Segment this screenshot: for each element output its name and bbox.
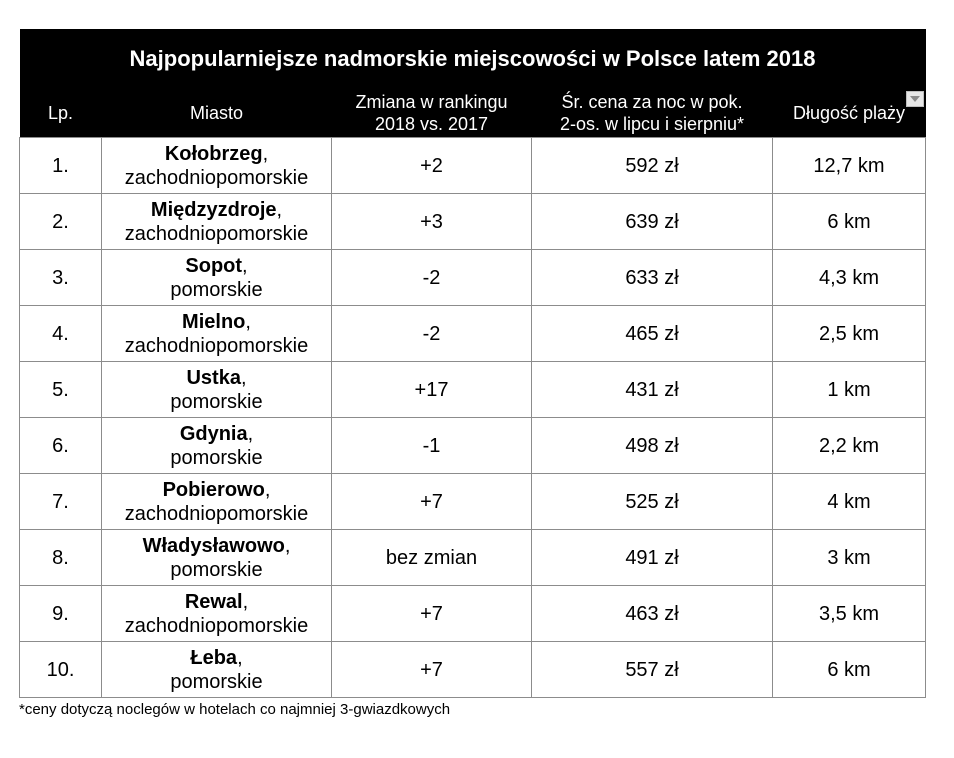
cell-lp: 6.	[20, 418, 102, 474]
cell-lp: 4.	[20, 306, 102, 362]
table-row	[20, 250, 926, 306]
city-region: pomorskie	[170, 670, 263, 693]
table-title: Najpopularniejsze nadmorskie miejscowości w Polsce latem 2018	[20, 29, 926, 89]
city-separator: ,	[240, 366, 247, 389]
chevron-down-icon	[910, 96, 920, 102]
cell-price: 557 zł	[532, 642, 773, 698]
table-row	[20, 362, 926, 418]
cell-rank-change: +7	[332, 474, 532, 530]
cell-city	[102, 642, 332, 698]
column-header-price	[532, 89, 773, 138]
column-header-city: Miasto	[102, 89, 332, 138]
cell-lp: 1.	[20, 138, 102, 194]
cell-price: 498 zł	[532, 418, 773, 474]
column-header-lp: Lp.	[20, 89, 102, 138]
cell-rank-change: +17	[332, 362, 532, 418]
city-name: Międzyzdroje	[150, 198, 277, 221]
ranking-table-container	[19, 29, 925, 698]
cell-lp: 5.	[20, 362, 102, 418]
table-row	[20, 530, 926, 586]
cell-price: 491 zł	[532, 530, 773, 586]
cell-beach-length: 2,5 km	[773, 306, 926, 362]
city-separator: ,	[276, 198, 283, 221]
ranking-table	[19, 29, 926, 698]
city-name: Gdynia	[179, 422, 248, 445]
cell-price: 633 zł	[532, 250, 773, 306]
city-name: Sopot	[185, 254, 243, 277]
cell-price: 463 zł	[532, 586, 773, 642]
table-row	[20, 418, 926, 474]
city-name: Mielno	[182, 310, 246, 333]
table-header	[20, 29, 926, 138]
beach-header-label: Długość plaży	[792, 103, 906, 123]
city-region: zachodniopomorskie	[124, 502, 309, 525]
city-region: zachodniopomorskie	[124, 614, 309, 637]
cell-lp: 8.	[20, 530, 102, 586]
table-row	[20, 586, 926, 642]
column-header-row	[20, 89, 926, 138]
cell-rank-change: +7	[332, 642, 532, 698]
cell-lp: 9.	[20, 586, 102, 642]
city-region: pomorskie	[170, 558, 263, 581]
cell-beach-length: 6 km	[773, 194, 926, 250]
cell-city	[102, 306, 332, 362]
city-name: Kołobrzeg	[164, 142, 263, 165]
cell-rank-change: +7	[332, 586, 532, 642]
city-name: Rewal	[184, 590, 243, 613]
cell-beach-length: 4,3 km	[773, 250, 926, 306]
cell-price: 465 zł	[532, 306, 773, 362]
table-row	[20, 642, 926, 698]
column-header-rank-change	[332, 89, 532, 138]
city-separator: ,	[242, 254, 248, 277]
cell-city	[102, 530, 332, 586]
cell-city	[102, 138, 332, 194]
cell-rank-change: -1	[332, 418, 532, 474]
city-separator: ,	[247, 422, 254, 445]
cell-lp: 3.	[20, 250, 102, 306]
cell-city	[102, 250, 332, 306]
cell-beach-length: 12,7 km	[773, 138, 926, 194]
price-header-line1: Śr. cena za noc w pok.	[561, 92, 743, 112]
city-name: Pobierowo	[162, 478, 265, 501]
footnote: *ceny dotyczą noclegów w hotelach co najmniej 3-gwiazdkowych	[19, 701, 451, 718]
cell-rank-change: -2	[332, 306, 532, 362]
city-separator: ,	[264, 478, 271, 501]
rank-change-header-line1: Zmiana w rankingu	[355, 92, 508, 112]
cell-lp: 2.	[20, 194, 102, 250]
city-separator: ,	[284, 534, 291, 557]
cell-city	[102, 362, 332, 418]
table-row	[20, 138, 926, 194]
cell-beach-length: 3,5 km	[773, 586, 926, 642]
city-region: pomorskie	[170, 390, 263, 413]
table-row	[20, 306, 926, 362]
cell-city	[102, 418, 332, 474]
city-region: zachodniopomorskie	[124, 334, 309, 357]
city-separator: ,	[237, 646, 243, 669]
cell-price: 639 zł	[532, 194, 773, 250]
city-separator: ,	[245, 310, 251, 333]
filter-dropdown-button[interactable]	[906, 91, 924, 107]
cell-city	[102, 474, 332, 530]
cell-price: 431 zł	[532, 362, 773, 418]
cell-rank-change: bez zmian	[332, 530, 532, 586]
city-region: pomorskie	[170, 278, 263, 301]
city-region: pomorskie	[170, 446, 263, 469]
city-region: zachodniopomorskie	[124, 166, 309, 189]
cell-beach-length: 6 km	[773, 642, 926, 698]
cell-beach-length: 3 km	[773, 530, 926, 586]
cell-rank-change: +3	[332, 194, 532, 250]
cell-price: 525 zł	[532, 474, 773, 530]
cell-lp: 10.	[20, 642, 102, 698]
cell-price: 592 zł	[532, 138, 773, 194]
column-header-beach	[773, 89, 926, 138]
table-body	[20, 138, 926, 698]
cell-beach-length: 4 km	[773, 474, 926, 530]
city-name: Łeba	[190, 646, 238, 669]
city-name: Władysławowo	[142, 534, 285, 557]
price-header-line2: 2-os. w lipcu i sierpniu*	[559, 114, 745, 134]
table-row	[20, 194, 926, 250]
city-separator: ,	[242, 590, 249, 613]
cell-rank-change: -2	[332, 250, 532, 306]
city-name: Ustka	[186, 366, 241, 389]
cell-rank-change: +2	[332, 138, 532, 194]
cell-city	[102, 194, 332, 250]
city-region: zachodniopomorskie	[124, 222, 309, 245]
title-row	[20, 29, 926, 89]
cell-city	[102, 586, 332, 642]
table-row	[20, 474, 926, 530]
city-separator: ,	[262, 142, 269, 165]
cell-beach-length: 1 km	[773, 362, 926, 418]
cell-beach-length: 2,2 km	[773, 418, 926, 474]
rank-change-header-line2: 2018 vs. 2017	[374, 114, 489, 134]
cell-lp: 7.	[20, 474, 102, 530]
